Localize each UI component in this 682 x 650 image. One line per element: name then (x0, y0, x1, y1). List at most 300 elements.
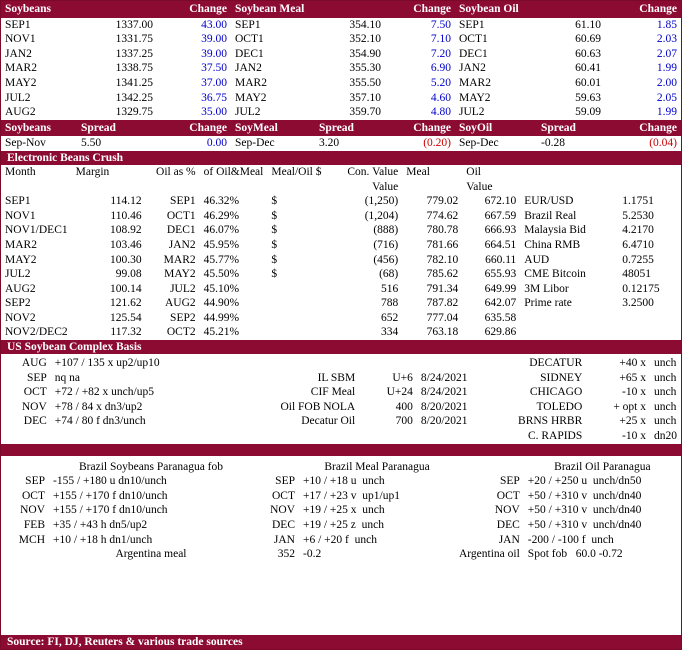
table-row (1, 489, 681, 504)
section-divider-band (1, 444, 681, 456)
table-row (1, 429, 681, 444)
brazil-blank-2 (253, 460, 299, 475)
spacer-2 (315, 1, 385, 18)
brazil-bean-value: +35 / +43 h dn5/up2 (53, 519, 148, 531)
crush-conval: (68) (379, 268, 399, 281)
crush-currency (267, 325, 343, 340)
crush-month: AUG2 (5, 282, 36, 295)
fx-name: EUR/USD (524, 195, 574, 208)
bean-month: NOV1 (5, 33, 36, 46)
brazil-header-row (1, 460, 681, 475)
oil-change: 2.07 (656, 47, 677, 60)
fx-blank-3 (520, 325, 618, 340)
basis-product (248, 429, 360, 444)
crush-conval-header: Con. Value (347, 165, 399, 178)
basis-city-change: unch (654, 415, 677, 428)
fx-name: Brazil Real (524, 209, 577, 222)
basis-table (1, 356, 681, 444)
oil-change: 2.03 (656, 33, 677, 46)
oil-month: JUL2 (459, 106, 485, 119)
basis-city-change: unch (654, 386, 677, 399)
oil-price: 59.63 (575, 91, 601, 104)
crush-oilmeal-header: of Oil&Meal (203, 165, 264, 178)
brazil-oil-change: unch/dn40 (592, 489, 642, 502)
table-row (1, 253, 681, 268)
basis-product-value (359, 356, 417, 371)
meal-month: OCT1 (235, 33, 264, 46)
futures-table (1, 1, 681, 120)
oil-price: 61.10 (575, 18, 601, 31)
basis-product-value: U+24 (386, 386, 413, 399)
bean-month: MAY2 (5, 76, 37, 89)
table-row (1, 76, 681, 91)
bean-month: SEP1 (5, 18, 31, 31)
crush-value-header-2: Value (466, 180, 493, 193)
table-row (1, 474, 681, 489)
meal-change: 6.90 (430, 62, 451, 75)
basis-product-date: 8/20/2021 (420, 415, 468, 428)
brazil-bean-month: MCH (18, 533, 45, 546)
fx-value: 0.7255 (622, 253, 654, 266)
crush-blank-2 (72, 180, 146, 195)
table-row (1, 223, 681, 238)
brazil-bean-value: +155 / +170 f dn10/unch (53, 489, 168, 502)
basis-city-change: unch (654, 371, 677, 384)
table-row (1, 400, 681, 415)
crush-conval: (1,250) (364, 195, 399, 208)
crush-currency: $ (271, 224, 278, 237)
brazil-oil-month: DEC (496, 519, 520, 531)
spreads-change-header-2: Change (413, 121, 451, 134)
basis-bean-value: +72 / +82 x unch/up5 (54, 386, 154, 399)
brazil-bean-month: NOV (20, 504, 45, 517)
crush-blank-3 (146, 180, 200, 195)
crush-oilmonth: OCT2 (166, 326, 196, 339)
crush-margin: 108.92 (110, 224, 142, 237)
crush-currency: $ (271, 209, 278, 222)
meal-change: 7.20 (430, 47, 451, 60)
crush-mealvalue: 781.66 (426, 238, 459, 251)
crush-mealvalue: 787.82 (426, 297, 459, 310)
meal-price: 355.30 (349, 62, 381, 75)
brazil-oil-change: unch/dn50 (592, 475, 642, 488)
table-row (1, 503, 681, 518)
oil-change-header: Change (639, 3, 677, 15)
meal-month: MAR2 (235, 76, 267, 89)
argentina-oil-cell (524, 547, 681, 562)
meal-month: SEP1 (235, 18, 261, 31)
brazil-oil-month: NOV (494, 504, 520, 517)
crush-currency (267, 311, 343, 326)
crush-conval: 788 (381, 297, 399, 310)
meal-change: 4.60 (430, 91, 451, 104)
table-row (1, 282, 681, 297)
oil-spread-label: Sep-Dec (459, 137, 499, 150)
brazil-meal-month: OCT (272, 489, 295, 502)
basis-product-date: 8/24/2021 (420, 386, 468, 399)
crush-margin: 117.32 (110, 326, 142, 339)
basis-bean-value (51, 429, 248, 444)
brazil-bean-value: +155 / +170 f dn10/unch (53, 504, 168, 517)
basis-product-value: U+6 (392, 371, 413, 384)
meal-month: DEC1 (235, 47, 264, 60)
brazil-bean-month: OCT (22, 489, 45, 502)
crush-oilmonth: MAR2 (163, 253, 196, 266)
crush-month: SEP2 (5, 297, 31, 310)
bean-change: 37.00 (201, 76, 227, 89)
fx-name: Malaysia Bid (524, 224, 586, 237)
table-row (1, 209, 681, 224)
bean-price: 1329.75 (115, 106, 153, 119)
crush-oilpct: 45.10% (203, 282, 240, 295)
brazil-blank-1 (1, 460, 49, 475)
basis-month: NOV (21, 400, 47, 413)
brazil-oil-month: JAN (498, 533, 520, 546)
crush-mealvalue: 779.02 (426, 195, 459, 208)
oil-change: 1.85 (656, 18, 677, 31)
meal-month: MAY2 (235, 91, 267, 104)
crush-conval: 516 (381, 282, 399, 295)
crush-margin: 100.14 (110, 282, 142, 295)
crush-blank-7 (520, 180, 618, 195)
basis-product: Decatur Oil (301, 415, 356, 428)
bean-month: AUG2 (5, 106, 36, 119)
basis-product-date: 8/20/2021 (420, 400, 468, 413)
basis-month (1, 429, 51, 444)
table-row (1, 105, 681, 120)
basis-month: OCT (23, 386, 47, 399)
oil-price: 59.09 (575, 106, 601, 119)
bean-spread-label: Sep-Nov (5, 137, 46, 150)
basis-product-value: 400 (395, 400, 413, 413)
meal-month: JAN2 (235, 62, 262, 75)
crush-mealvalue: 791.34 (426, 282, 459, 295)
oil-price: 60.63 (575, 47, 601, 60)
brazil-meal-month: NOV (270, 504, 295, 517)
crush-conval: (1,204) (364, 209, 399, 222)
basis-product-date (417, 429, 489, 444)
soybeans-change-header: Change (189, 3, 227, 15)
brazil-oil-month: SEP (499, 475, 520, 488)
crush-oilpct: 46.32% (203, 195, 240, 208)
crush-oilmonth: AUG2 (164, 297, 196, 310)
crush-month: SEP1 (5, 195, 31, 208)
oil-month: MAY2 (459, 91, 491, 104)
crush-margin: 99.08 (115, 268, 142, 281)
crush-oilmonth: DEC1 (166, 224, 196, 237)
crush-oilvalue: 666.93 (484, 224, 517, 237)
basis-month: DEC (23, 415, 47, 428)
argentina-meal-value: 352 (277, 548, 295, 561)
spreads-table (1, 120, 681, 151)
brazil-meal-change: unch (361, 519, 385, 531)
spreads-change-header-3: Change (639, 121, 677, 134)
crush-currency: $ (271, 268, 278, 281)
oil-month: MAR2 (459, 76, 491, 89)
bean-spread-value: 5.50 (81, 137, 102, 150)
bean-price: 1342.25 (115, 91, 153, 104)
brazil-oil-cell (524, 503, 681, 518)
basis-city: BRNS HRBR (518, 415, 583, 428)
meal-price: 354.90 (349, 47, 381, 60)
crush-oilvalue: 642.07 (484, 297, 517, 310)
spacer-3 (537, 1, 605, 18)
brazil-meal-value: +17 / +23 v (303, 489, 357, 502)
basis-city-change: unch (654, 400, 677, 413)
crush-mealvalue: 763.18 (426, 326, 459, 339)
spreads-soybeans-header: Soybeans (5, 121, 52, 134)
brazil-oil-cell (524, 489, 681, 504)
brazil-bean-value: +10 / +18 h dn1/unch (53, 533, 153, 546)
oil-change: 2.05 (656, 91, 677, 104)
brazil-meal-cell (299, 518, 455, 533)
fx-blank-4 (618, 325, 681, 340)
spreads-change-header: Change (189, 121, 227, 134)
basis-city-basis: -10 x (622, 430, 646, 443)
oil-month: DEC1 (459, 47, 488, 60)
table-row (1, 296, 681, 311)
brazil-meal-value: +19 / +25 x (303, 504, 357, 517)
crush-blank-4 (200, 180, 268, 195)
crush-oilpct: 45.21% (203, 326, 240, 339)
crush-table (1, 165, 681, 340)
basis-bean-value: +78 / 84 x dn3/up2 (54, 400, 143, 413)
crush-blank-1 (1, 180, 72, 195)
oil-spread-change: (0.04) (649, 137, 677, 150)
brazil-oil-change: unch/dn40 (592, 519, 642, 531)
table-row (1, 136, 681, 151)
brazil-bean-value: -155 / +180 u dn10/unch (53, 475, 167, 488)
crush-month: NOV1/DEC1 (5, 224, 68, 237)
brazil-oil-value: +50 / +310 v (527, 489, 588, 502)
fx-name: Prime rate (524, 297, 572, 310)
spreads-spread-header: Spread (81, 121, 116, 134)
fx-value: 1.1751 (622, 195, 654, 208)
crush-margin: 100.30 (110, 253, 142, 266)
crush-mealvalue: 777.04 (426, 311, 459, 324)
crush-oilpct: 46.07% (203, 224, 240, 237)
crush-margin: 103.46 (110, 238, 142, 251)
brazil-oil-change: unch/dn40 (592, 504, 642, 517)
futures-header-row (1, 1, 681, 18)
basis-month: AUG (21, 357, 47, 370)
basis-product: IL SBM (317, 371, 356, 384)
crush-oilpct: 44.99% (203, 311, 240, 324)
crush-blank-5 (267, 180, 343, 195)
basis-city-basis: -10 x (622, 386, 646, 399)
table-row (1, 385, 681, 400)
bean-spread-change: 0.00 (206, 137, 227, 150)
crush-oilpct: 45.77% (203, 253, 240, 266)
argentina-oil-label: Argentina oil (459, 548, 520, 561)
brazil-oil-value: +50 / +310 v (527, 504, 588, 517)
brazil-bean-month: FEB (23, 519, 45, 531)
crush-oilvalue: 649.99 (484, 282, 517, 295)
brazil-meal-value: +19 / +25 z (303, 519, 356, 531)
meal-change: 4.80 (430, 106, 451, 119)
crush-oilmonth: JAN2 (168, 238, 196, 251)
table-row (1, 533, 681, 548)
fx-name-header (520, 165, 618, 180)
crush-oilmonth: JUL2 (170, 282, 196, 295)
oil-header: Soybean Oil (459, 3, 519, 15)
basis-bean-value: +107 / 135 x up2/up10 (54, 357, 160, 370)
table-row (1, 547, 681, 562)
brazil-oil-cell (524, 474, 681, 489)
oil-spread-value: -0.28 (541, 137, 565, 150)
bean-month: MAR2 (5, 62, 37, 75)
argentina-oil-spot-label: Spot fob (527, 548, 568, 561)
oil-change: 1.99 (656, 106, 677, 119)
fx-value: 5.2530 (622, 209, 654, 222)
table-row (1, 194, 681, 209)
argentina-oil-value: 60.0 (575, 548, 596, 561)
oil-price: 60.01 (575, 76, 601, 89)
spreads-soyoil-header: SoyOil (459, 121, 493, 134)
brazil-meal-change: unch (362, 504, 385, 517)
basis-city-change: unch (654, 357, 677, 370)
brazil-oil-month: OCT (496, 489, 520, 502)
crush-oilpct: 45.50% (203, 268, 240, 281)
brazil-meal-change: up1/up1 (362, 489, 400, 502)
crush-oilvalue: 664.51 (484, 238, 517, 251)
bean-change: 37.50 (201, 62, 227, 75)
crush-meal-header: Meal (406, 165, 430, 178)
bean-change: 35.00 (201, 106, 227, 119)
soybeans-header: Soybeans (5, 3, 52, 15)
source-footer: Source: FI, DJ, Reuters & various trade sources (1, 635, 681, 649)
oil-month: OCT1 (459, 33, 488, 46)
table-row (1, 267, 681, 282)
crush-month: NOV1 (5, 209, 36, 222)
brazil-meal-change: unch (362, 475, 385, 488)
basis-city: CHICAGO (529, 386, 583, 399)
table-row (1, 371, 681, 386)
fx-blank-1 (520, 311, 618, 326)
fx-name: 3M Libor (524, 282, 569, 295)
brazil-oil-cell (524, 518, 681, 533)
crush-mealoil-header: Meal/Oil $ (271, 165, 322, 178)
brazil-oil-cell (524, 533, 681, 548)
crush-blank-6 (402, 180, 462, 195)
fx-value: 0.12175 (622, 282, 660, 295)
crush-mealvalue: 780.78 (426, 224, 459, 237)
basis-city-change: dn20 (654, 430, 677, 443)
meal-price: 352.10 (349, 33, 381, 46)
crush-oilmonth: OCT1 (166, 209, 196, 222)
basis-city: DECATUR (529, 357, 583, 370)
oil-month: SEP1 (459, 18, 485, 31)
table-row (1, 325, 681, 340)
bean-change: 39.00 (201, 33, 227, 46)
oil-month: JAN2 (459, 62, 486, 75)
table-row (1, 311, 681, 326)
crush-oilpct: 44.90% (203, 297, 240, 310)
brazil-oil-header: Brazil Oil Paranagua (554, 460, 651, 473)
crush-conval: 334 (381, 326, 399, 339)
fx-value: 3.2500 (622, 297, 654, 310)
brazil-meal-month: JAN (273, 533, 295, 546)
basis-bean-value: +74 / 80 f dn3/unch (54, 415, 146, 428)
brazil-beans-header: Brazil Soybeans Paranagua fob (78, 460, 224, 473)
basis-city-basis: +40 x (619, 357, 646, 370)
meal-price: 355.50 (349, 76, 381, 89)
fx-value: 48051 (622, 268, 652, 281)
oil-price: 60.41 (575, 62, 601, 75)
oil-change: 2.00 (656, 76, 677, 89)
bean-price: 1337.00 (115, 18, 153, 31)
brazil-oil-value: -200 / -100 f (527, 533, 586, 546)
crush-conval: (888) (373, 224, 399, 237)
crush-month: MAR2 (5, 238, 37, 251)
brazil-meal-cell (299, 503, 455, 518)
spacer-1 (77, 1, 157, 18)
crush-margin: 114.12 (110, 195, 142, 208)
crush-oilmonth: SEP2 (170, 311, 196, 324)
meal-change: 7.50 (430, 18, 451, 31)
basis-product-date (417, 356, 489, 371)
crush-conval: (716) (373, 238, 399, 251)
meal-price: 357.10 (349, 91, 381, 104)
basis-city: SIDNEY (540, 371, 583, 384)
brazil-bean-month: SEP (25, 475, 45, 488)
bean-price: 1338.75 (115, 62, 153, 75)
fx-name: CME Bitcoin (524, 268, 586, 281)
crush-currency (267, 282, 343, 297)
crush-currency (267, 296, 343, 311)
table-row (1, 180, 681, 195)
meal-month: JUL2 (235, 106, 261, 119)
crush-month: MAY2 (5, 253, 37, 266)
brazil-blank-3 (455, 460, 524, 475)
crush-oilpct: 46.29% (203, 209, 240, 222)
table-row (1, 238, 681, 253)
basis-bean-value: nq na (54, 371, 80, 384)
crush-oilvalue: 667.59 (484, 209, 517, 222)
table-row (1, 47, 681, 62)
table-row (1, 18, 681, 33)
crush-currency: $ (271, 253, 278, 266)
brazil-meal-value: +10 / +18 u (303, 475, 357, 488)
crush-conval: (456) (373, 253, 399, 266)
meal-header: Soybean Meal (235, 3, 305, 15)
crush-mealvalue: 774.62 (426, 209, 459, 222)
brazil-meal-month: SEP (275, 475, 295, 488)
brazil-oil-change: unch (591, 533, 614, 546)
basis-city-basis: +25 x (619, 415, 646, 428)
crush-conval: 652 (381, 311, 399, 324)
basis-product: CIF Meal (310, 386, 356, 399)
argentina-meal-label: Argentina meal (115, 548, 187, 561)
fx-name: AUD (524, 253, 550, 266)
basis-product: Oil FOB NOLA (280, 400, 356, 413)
crush-margin: 110.46 (110, 209, 142, 222)
crush-month-header: Month (5, 165, 36, 178)
basis-product-value (359, 429, 417, 444)
fx-name: China RMB (524, 238, 581, 251)
meal-spread-label: Sep-Dec (235, 137, 275, 150)
fx-blank-2 (618, 311, 681, 326)
crush-oilpct: 45.95% (203, 238, 240, 251)
brazil-oil-value: +50 / +310 v (527, 519, 588, 531)
meal-change: 5.20 (430, 76, 451, 89)
basis-section-title: US Soybean Complex Basis (1, 340, 681, 354)
crush-oilmonth: SEP1 (170, 195, 196, 208)
bean-change: 36.75 (201, 91, 227, 104)
crush-oilvalue: 672.10 (484, 195, 517, 208)
bean-month: JUL2 (5, 91, 31, 104)
crush-oilvalue: 635.58 (484, 311, 517, 324)
